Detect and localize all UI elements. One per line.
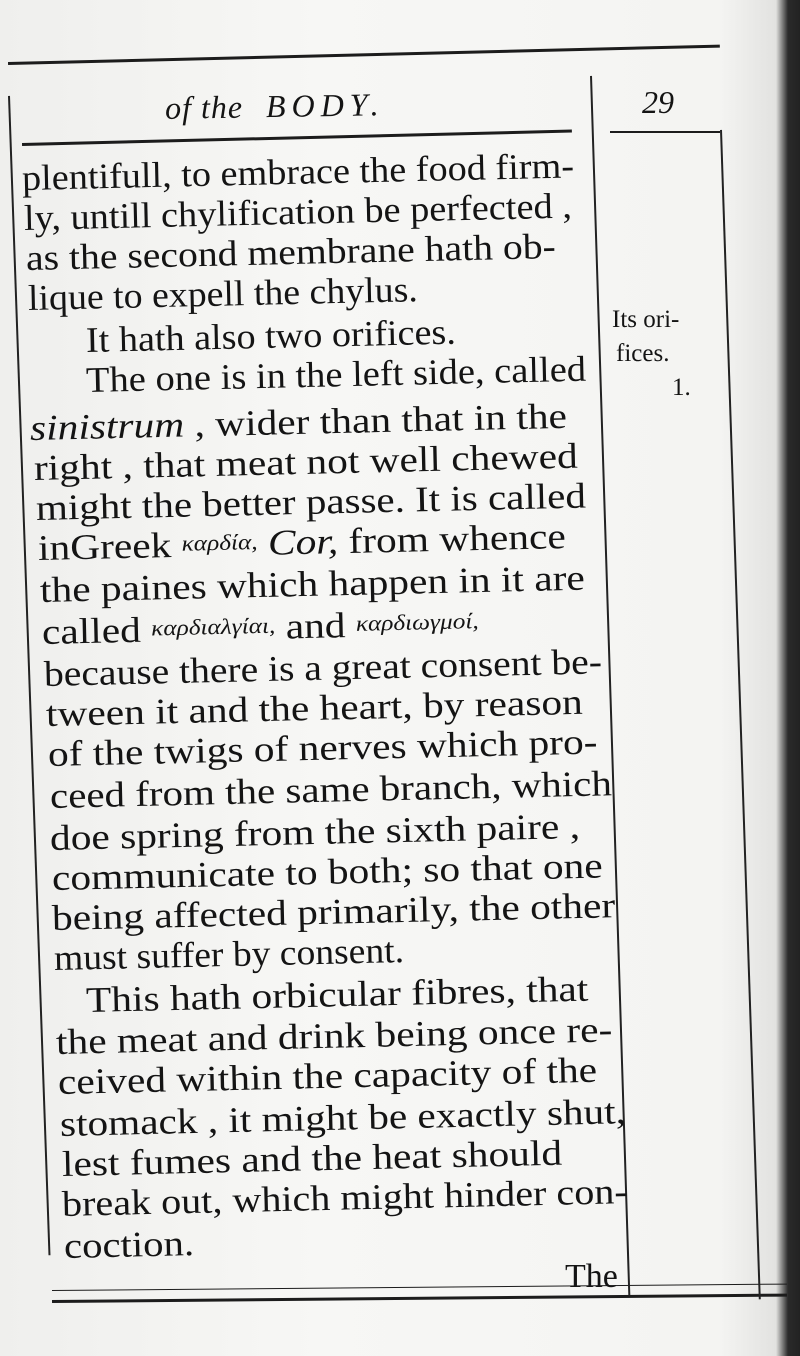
margin-note-line-2: fices. [616,340,670,367]
catchword: The [565,1258,618,1295]
body-line-2: ly, untill chylification be perfected , [23,185,573,238]
header-underline [22,130,572,146]
body-line-12 [42,604,480,650]
running-head [165,86,385,127]
latin-term-sinistrum: sinistrum [29,404,185,448]
body-line-9: might the better passe. It is called [35,475,587,528]
greek-term-kardialgiai: καρδιαλγίαι, [150,612,276,641]
body-line-22: the meat and drink being once re- [55,1009,613,1062]
body-line-21: This hath orbicular fibres, that [85,968,589,1020]
line10-rest: from whence [337,516,567,562]
body-line-25: lest fumes and the heat should [61,1132,563,1184]
body-line-14: tween it and the heart, by reason [45,681,584,734]
body-line-23: ceived within the capacity of the [57,1049,598,1102]
body-line-4: lique to expell the chylus. [27,269,419,318]
body-line-24: stomack , it might be exactly shut, [59,1091,627,1144]
margin-header-underline [610,131,720,133]
body-line-15: of the twigs of nerves which pro- [47,721,598,774]
body-line-18: communicate to both; so that one [51,845,604,898]
body-line-6: The one is in the left side, called [85,348,587,400]
bottom-rule [52,1294,787,1303]
running-head-caps: BODY. [265,86,385,125]
body-line-10 [38,518,566,566]
line7-rest: , wider than that in the [183,395,568,445]
line12-and: and [274,604,357,647]
body-line-8: right , that meat not well chewed [33,435,579,488]
page-number: 29 [642,84,674,120]
body-line-3: as the second membrane hath ob- [25,225,557,278]
running-head-italic: of the [164,88,244,126]
body-line-16: ceed from the same branch, which [49,763,613,816]
margin-note-line-1: Its ori- [612,306,680,333]
body-line-13: because there is a great consent be- [43,641,603,694]
body-line-20: must suffer by consent. [53,930,405,978]
latin-term-cor: Cor, [267,521,339,563]
line10-pre: inGreek [37,524,183,568]
body-line-17: doe spring from the sixth paire , [49,805,581,858]
bottom-rule-inner [52,1284,787,1291]
greek-term-kardiogmoi: καρδιωγμοί, [355,608,479,636]
body-line-11: the paines which happen in it are [39,557,586,610]
body-line-26: break out, which might hinder con- [61,1171,629,1224]
greek-term-kardia: καρδία, [181,529,258,556]
line12-pre: called [41,609,152,652]
top-rule [8,45,720,65]
margin-note-number: 1. [672,374,691,401]
body-line-5: It hath also two orifices. [85,311,457,360]
body-line-27: coction. [63,1223,195,1266]
right-border [720,130,761,1299]
body-line-1: plentifull, to embrace the food firm- [21,145,575,198]
body-line-19: being affected primarily, the other [51,885,616,938]
